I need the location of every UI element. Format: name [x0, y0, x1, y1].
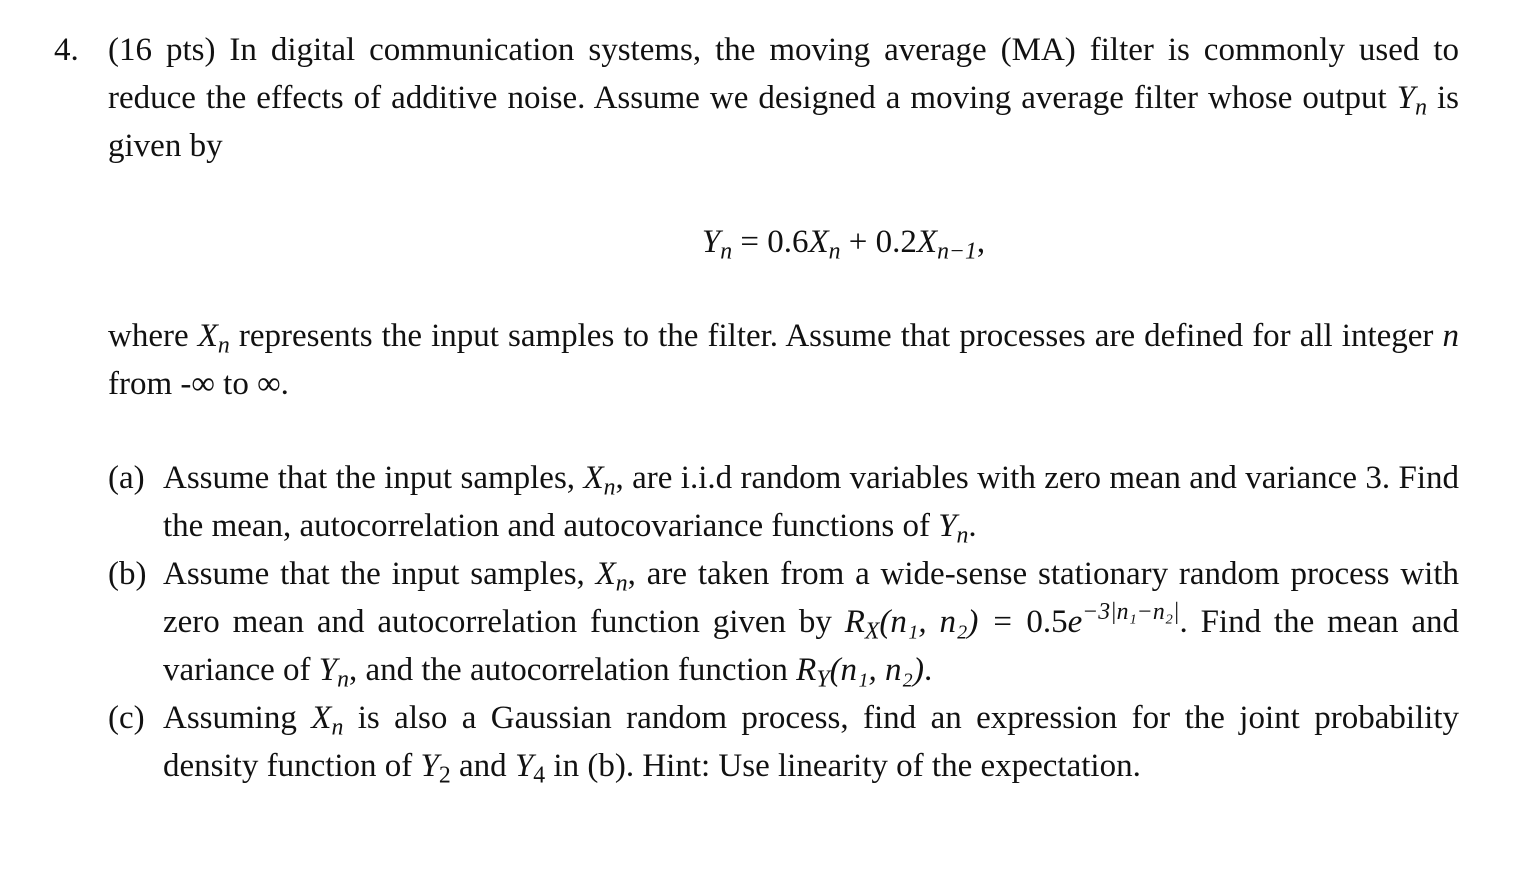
problem-4: [54, 26, 1459, 790]
subscript-n: n: [217, 332, 230, 359]
spacer: [108, 408, 1459, 454]
symbol-y: Y: [514, 748, 534, 784]
part-a-text-3: .: [968, 508, 977, 544]
part-b-label: (b): [108, 556, 147, 592]
subscript-n: n: [615, 570, 628, 597]
eq-coef1: 0.6: [767, 224, 809, 260]
part-a-text-2: , are i.i.d random variables with zero mean and variance 3. Find the mean, autocorrelation and autocovariance functions of: [163, 460, 1459, 544]
part-c-text-2: is also a Gaussian random process, find an expression for the joint probability density function of: [163, 700, 1460, 784]
eq-tail: ,: [976, 224, 986, 260]
part-c-text-3: and: [459, 748, 507, 784]
subscript-n: n: [337, 666, 349, 693]
symbol-n: n: [1442, 318, 1460, 354]
where-text-2: represents the input samples to the filter. Assume that processes are defined for all integer: [238, 318, 1434, 354]
part-c: [108, 694, 1459, 790]
eq-var1: X: [808, 224, 829, 260]
part-b-text-2: , are taken from a wide-sense stationary random process with zero mean and autocorrelation function given by: [163, 556, 1459, 640]
subscript-n: n: [331, 714, 344, 741]
part-b: [108, 550, 1459, 694]
parts-list: [108, 454, 1459, 790]
where-paragraph: [108, 312, 1459, 408]
eq-lhs-var: Y: [701, 224, 721, 260]
intro-paragraph: [108, 26, 1459, 170]
ry-args: (n₁, n₂): [829, 652, 924, 688]
symbol-y: Y: [420, 748, 439, 784]
symbol-y: Y: [318, 652, 338, 688]
eq-lhs-sub: n: [720, 238, 733, 265]
subscript-y: Y: [816, 666, 830, 693]
subscript-n: n: [956, 522, 969, 549]
symbol-x: X: [595, 556, 616, 592]
problem-body: [108, 26, 1459, 790]
symbol-y: Y: [938, 508, 957, 544]
intro-text-2: is given by: [108, 80, 1460, 164]
eq-equals: =: [740, 224, 759, 260]
part-a-text-1: Assume that the input samples,: [163, 460, 576, 496]
subscript-2: 2: [438, 762, 451, 789]
symbol-r: R: [796, 652, 817, 688]
subscript-4: 4: [533, 762, 546, 789]
part-b-text-4: , and the autocorrelation function: [348, 652, 788, 688]
symbol-y: Y: [1396, 80, 1416, 116]
rx-args: (n₁, n₂) =: [879, 604, 1014, 640]
eq-plus: +: [848, 224, 868, 260]
eq-sub2: n−1: [937, 238, 977, 265]
subscript-n: n: [1415, 94, 1427, 121]
symbol-x: X: [311, 700, 332, 736]
problem-number: 4.: [54, 32, 79, 68]
symbol-e: e: [1067, 604, 1083, 640]
intro-text-1: In digital communication systems, the moving average (MA) filter is commonly used to reduce the effects of additive noise. Assume we designed a moving average filter whose output: [108, 32, 1460, 116]
part-c-text-1: Assuming: [163, 700, 297, 736]
eq-coef2: 0.2: [875, 224, 917, 260]
subscript-n: n: [603, 474, 616, 501]
part-c-label: (c): [108, 700, 145, 736]
part-b-text-5: .: [924, 652, 933, 688]
points-label: (16 pts): [108, 32, 216, 68]
rx-coef: 0.5: [1026, 604, 1068, 640]
rx-exponent: −3|n₁−n₂|: [1082, 598, 1180, 625]
part-b-text-3: . Find the mean and variance of: [163, 604, 1460, 688]
symbol-r: R: [844, 604, 865, 640]
eq-var2: X: [916, 224, 938, 260]
eq-sub1: n: [828, 238, 841, 265]
where-text-3: from -∞ to ∞.: [108, 366, 289, 402]
where-text-1: where: [108, 318, 189, 354]
filter-equation: [108, 218, 1459, 266]
part-a: [108, 454, 1459, 550]
part-b-text-1: Assume that the input samples,: [163, 556, 585, 592]
part-a-label: (a): [108, 460, 145, 496]
part-c-text-4: in (b). Hint: Use linearity of the expectation.: [553, 748, 1141, 784]
symbol-x: X: [583, 460, 604, 496]
symbol-x: X: [197, 318, 218, 354]
subscript-x: X: [864, 618, 880, 645]
